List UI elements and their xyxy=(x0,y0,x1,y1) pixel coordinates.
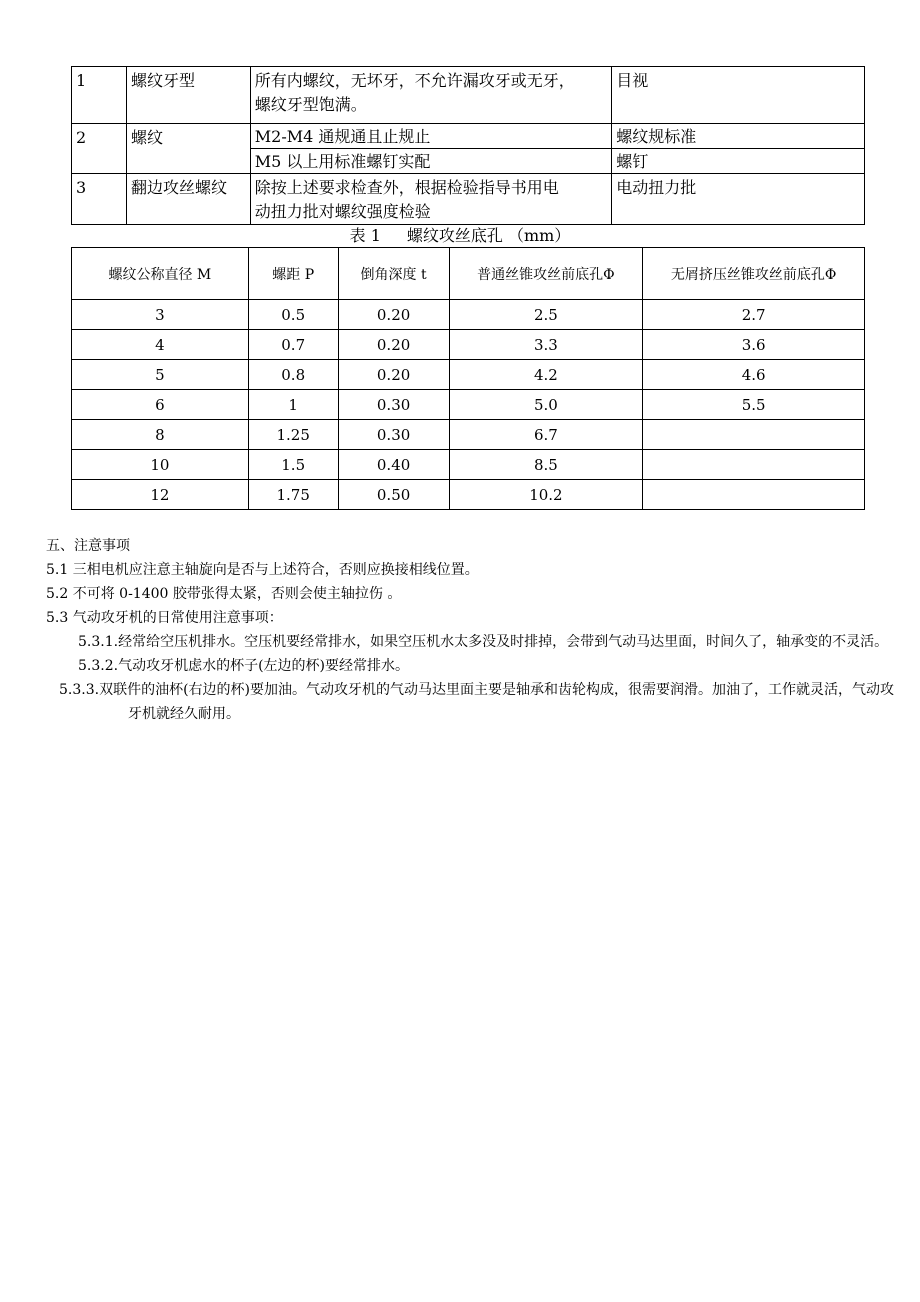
table-caption xyxy=(0,224,920,248)
requirement-line: 所有内螺纹，无坏牙，不允许漏攻牙或无牙， xyxy=(254,71,575,90)
table-cell: 6.7 xyxy=(449,420,643,450)
note-subitem: 5.3.1.经常给空压机排水。空压机要经常排水，如果空压机水太多没及时排掉，会带到气动马达里面，时间久了，轴承变的不灵活。 xyxy=(78,634,889,650)
note-item: 5.1 三相电机应注意主轴旋向是否与上述符合，否则应换接相线位置。 xyxy=(46,562,479,578)
column-header: 无屑挤压丝锥攻丝前底孔Φ xyxy=(643,248,865,300)
column-header: 螺纹公称直径 M xyxy=(72,248,249,300)
requirement-line: 除按上述要求检查外，根据检验指导书用电 xyxy=(254,178,559,197)
table-row xyxy=(72,480,865,510)
tap-drill-table xyxy=(71,247,865,510)
table-cell: 0.7 xyxy=(248,330,338,360)
table-cell: 1 xyxy=(248,390,338,420)
row-number: 3 xyxy=(72,174,127,225)
note-item: 5.3 气动攻牙机的日常使用注意事项： xyxy=(46,610,283,626)
table-cell: 2.7 xyxy=(643,300,865,330)
notes-section xyxy=(46,534,906,726)
table-cell: 3 xyxy=(72,300,249,330)
column-header: 倒角深度 t xyxy=(338,248,449,300)
table-cell: 4 xyxy=(72,330,249,360)
table-row xyxy=(72,450,865,480)
table-cell: 0.20 xyxy=(338,330,449,360)
note-item: 5.2 不可将 0-1400 胶带张得太紧，否则会使主轴拉伤 。 xyxy=(46,586,402,602)
table-cell: 0.5 xyxy=(248,300,338,330)
table-cell: 1.75 xyxy=(248,480,338,510)
inspection-item: 螺纹 xyxy=(126,124,250,174)
table-cell: 5.0 xyxy=(449,390,643,420)
table-cell xyxy=(643,480,865,510)
table-cell: 8 xyxy=(72,420,249,450)
column-header: 螺距 P xyxy=(248,248,338,300)
table-cell: 0.20 xyxy=(338,360,449,390)
requirement-line: M5 以上用标准螺钉实配 xyxy=(250,149,612,174)
note-subitem: 5.3.2.气动攻牙机虑水的杯子(左边的杯)要经常排水。 xyxy=(78,658,409,674)
table-cell: 1.5 xyxy=(248,450,338,480)
table-cell: 0.40 xyxy=(338,450,449,480)
note-subitem: 5.3.3.双联件的油杯(右边的杯)要加油。气动攻牙机的气动马达里面主要是轴承和齿轮构成，很需要润滑。加油了，工作就灵活，气动攻牙机就经久耐用。 xyxy=(59,682,894,722)
table-row xyxy=(72,124,865,149)
inspection-requirement xyxy=(250,174,612,225)
table-cell xyxy=(643,450,865,480)
column-header: 普通丝锥攻丝前底孔Φ xyxy=(449,248,643,300)
table-row xyxy=(72,330,865,360)
table-cell: 10 xyxy=(72,450,249,480)
inspection-method: 螺纹规标准 xyxy=(612,124,865,149)
table-cell: 1.25 xyxy=(248,420,338,450)
table-cell: 0.30 xyxy=(338,390,449,420)
inspection-table xyxy=(71,66,865,225)
notes-heading: 五、注意事项 xyxy=(46,538,130,554)
table-cell xyxy=(643,420,865,450)
requirement-line: M2-M4 通规通且止规止 xyxy=(250,124,612,149)
table-cell: 4.6 xyxy=(643,360,865,390)
table-cell: 0.20 xyxy=(338,300,449,330)
table-cell: 3.6 xyxy=(643,330,865,360)
table-row xyxy=(72,300,865,330)
table-cell: 10.2 xyxy=(449,480,643,510)
inspection-item: 翻边攻丝螺纹 xyxy=(126,174,250,225)
caption-label: 表 1 xyxy=(349,226,381,245)
requirement-line: 动扭力批对螺纹强度检验 xyxy=(254,202,431,221)
inspection-method: 螺钉 xyxy=(612,149,865,174)
row-number: 2 xyxy=(72,124,127,174)
table-cell: 0.8 xyxy=(248,360,338,390)
table-cell: 5 xyxy=(72,360,249,390)
caption-title: 螺纹攻丝底孔 （mm） xyxy=(406,226,571,245)
table-cell: 6 xyxy=(72,390,249,420)
inspection-method: 电动扭力批 xyxy=(612,174,865,225)
table-cell: 8.5 xyxy=(449,450,643,480)
table-row xyxy=(72,67,865,124)
table-row xyxy=(72,420,865,450)
table-cell: 12 xyxy=(72,480,249,510)
table-cell: 0.30 xyxy=(338,420,449,450)
inspection-method: 目视 xyxy=(612,67,865,124)
table-row xyxy=(72,390,865,420)
table-cell: 5.5 xyxy=(643,390,865,420)
inspection-item: 螺纹牙型 xyxy=(126,67,250,124)
table-cell: 0.50 xyxy=(338,480,449,510)
table-row xyxy=(72,174,865,225)
table-cell: 3.3 xyxy=(449,330,643,360)
row-number: 1 xyxy=(72,67,127,124)
table-cell: 2.5 xyxy=(449,300,643,330)
inspection-requirement xyxy=(250,67,612,124)
table-row xyxy=(72,360,865,390)
table-cell: 4.2 xyxy=(449,360,643,390)
table-header-row xyxy=(72,248,865,300)
requirement-line: 螺纹牙型饱满。 xyxy=(254,95,367,114)
